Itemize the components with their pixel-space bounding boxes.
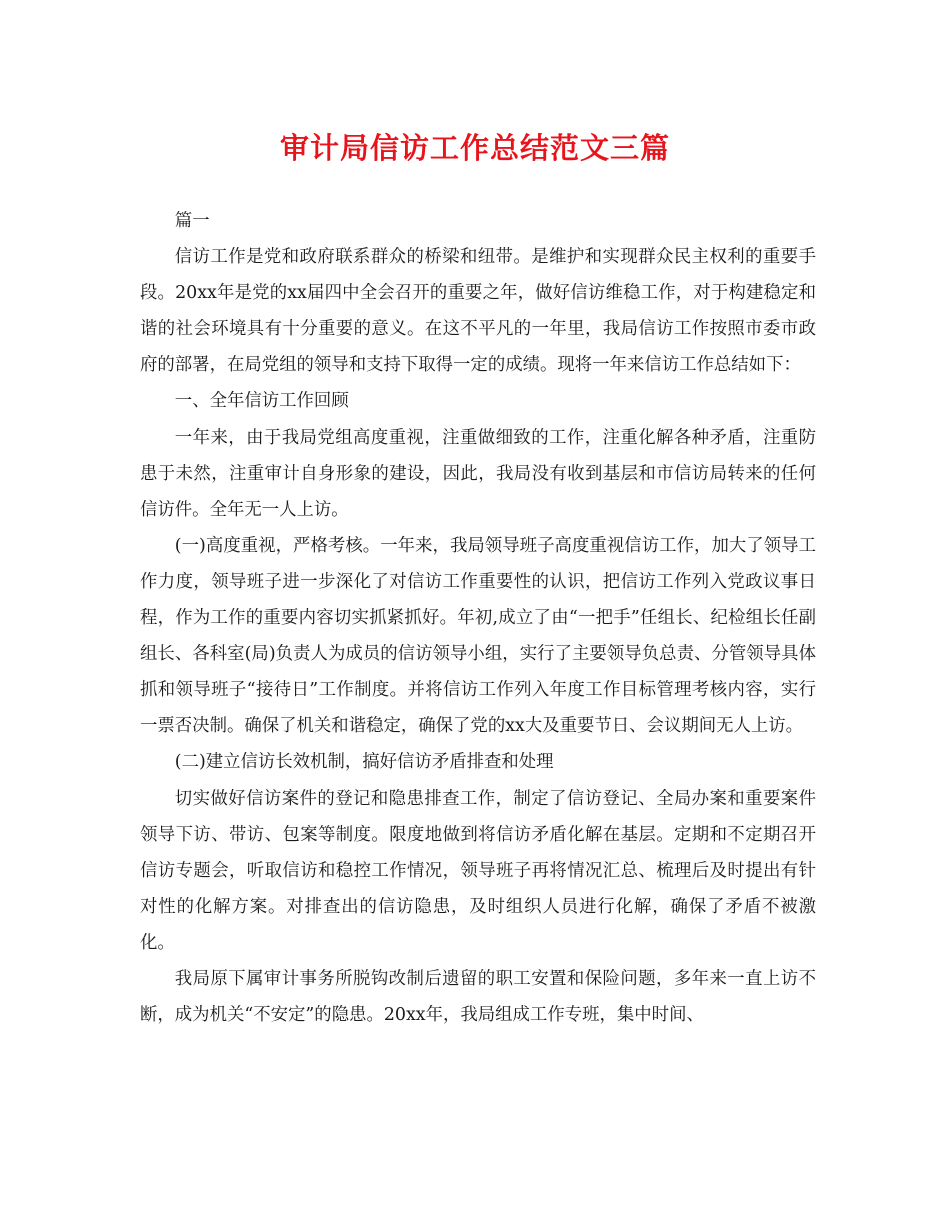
paragraph-review: 一年来，由于我局党组高度重视，注重做细致的工作，注重化解各种矛盾，注重防患于未然，注重审计自身形象的建设，因此，我局没有收到基层和市信访局转来的任何信访件。全年无一人上访。 xyxy=(140,427,816,520)
paragraph-intro: 信访工作是党和政府联系群众的桥梁和纽带。是维护和实现群众民主权利的重要手段。20xx年是党的xx届四中全会召开的重要之年，做好信访维稳工作，对于构建稳定和谐的社会环境具有十分重要的意义。在这不平凡的一年里，我局信访工作按照市委市政府的部署，在局党组的领导和支持下取得一定的成绩。现将一年来信访工作总结如下： xyxy=(140,247,816,376)
section-heading-review: 一、全年信访工作回顾 xyxy=(174,391,349,412)
paragraph-item-two-continued: 我局原下属审计事务所脱钩改制后遗留的职工安置和保险问题，多年来一直上访不断，成为机关“不安定”的隐患。20xx年，我局组成工作专班，集中时间、 xyxy=(140,968,816,1026)
document-body xyxy=(140,203,816,1033)
subheading-item-two: (二)建立信访长效机制，搞好信访矛盾排查和处理 xyxy=(174,752,554,773)
section-heading-part-one: 篇一 xyxy=(174,211,210,231)
paragraph-item-one: (一)高度重视，严格考核。一年来，我局领导班子高度重视信访工作，加大了领导工作力度，领导班子进一步深化了对信访工作重要性的认识，把信访工作列入党政议事日程，作为工作的重要内容切实抓紧抓好。年初,成立了由“一把手”任组长、纪检组长任副组长、各科室(局)负责人为成员的信访领导小组，实行了主要领导负总责、分管领导具体抓和领导班子“接待日”工作制度。并将信访工作列入年度工作目标管理考核内容，实行一票否决制。确保了机关和谐稳定，确保了党的xx大及重要节日、会议期间无人上访。 xyxy=(140,535,816,737)
paragraph-item-two: 切实做好信访案件的登记和隐患排查工作，制定了信访登记、全局办案和重要案件领导下访、带访、包案等制度。限度地做到将信访矛盾化解在基层。定期和不定期召开信访专题会，听取信访和稳控工作情况，领导班子再将情况汇总、梳理后及时提出有针对性的化解方案。对排查出的信访隐患，及时组织人员进行化解，确保了矛盾不被激化。 xyxy=(140,788,816,953)
document-title: 审计局信访工作总结范文三篇 xyxy=(279,131,670,165)
